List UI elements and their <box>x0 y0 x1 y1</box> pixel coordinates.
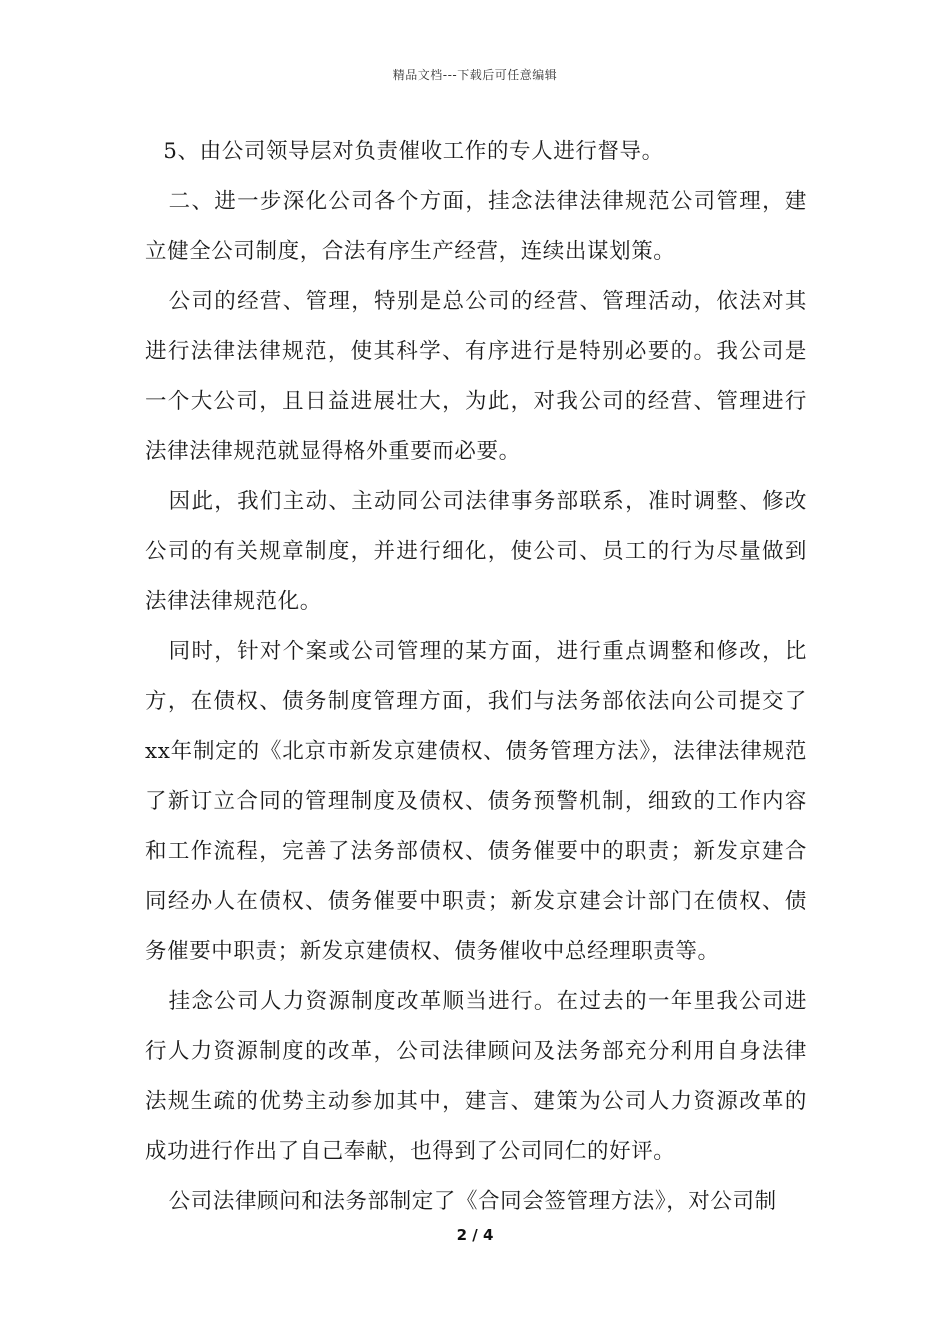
page-number: 2 / 4 <box>456 1226 494 1244</box>
paragraph: 同时，针对个案或公司管理的某方面，进行重点调整和修改，比方，在债权、债务制度管理方面，我们与法务部依法向公司提交了xx年制定的《北京市新发京建债权、债务管理方法》，法律法律规范了新订立合同的管理制度及债权、债务预警机制，细致的工作内容和工作流程，完善了法务部债权、债务催要中的职责；新发京建合同经办人在债权、债务催要中职责；新发京建会计部门在债权、债务催要中职责；新发京建债权、债务催收中总经理职责等。 <box>145 639 807 964</box>
paragraph: 公司法律顾问和法务部制定了《合同会签管理方法》，对公司制 <box>168 1189 777 1214</box>
page-header: 精品文档---下载后可任意编辑 <box>392 68 558 82</box>
paragraph: 5、由公司领导层对负责催收工作的专人进行督导。 <box>163 139 664 164</box>
paragraph: 因此，我们主动、主动同公司法律事务部联系，准时调整、修改公司的有关规章制度，并进行细化，使公司、员工的行为尽量做到法律法律规范化。 <box>145 489 807 614</box>
paragraph: 二、进一步深化公司各个方面，挂念法律法律规范公司管理，建立健全公司制度，合法有序生产经营，连续出谋划策。 <box>145 189 807 264</box>
document-body <box>145 127 807 1227</box>
paragraph: 公司的经营、管理，特别是总公司的经营、管理活动，依法对其进行法律法律规范，使其科学、有序进行是特别必要的。我公司是一个大公司，且日益进展壮大，为此，对我公司的经营、管理进行法律法律规范就显得格外重要而必要。 <box>145 289 807 464</box>
paragraph: 挂念公司人力资源制度改革顺当进行。在过去的一年里我公司进行人力资源制度的改革，公司法律顾问及法务部充分利用自身法律法规生疏的优势主动参加其中，建言、建策为公司人力资源改革的成功进行作出了自己奉献，也得到了公司同仁的好评。 <box>145 989 807 1164</box>
